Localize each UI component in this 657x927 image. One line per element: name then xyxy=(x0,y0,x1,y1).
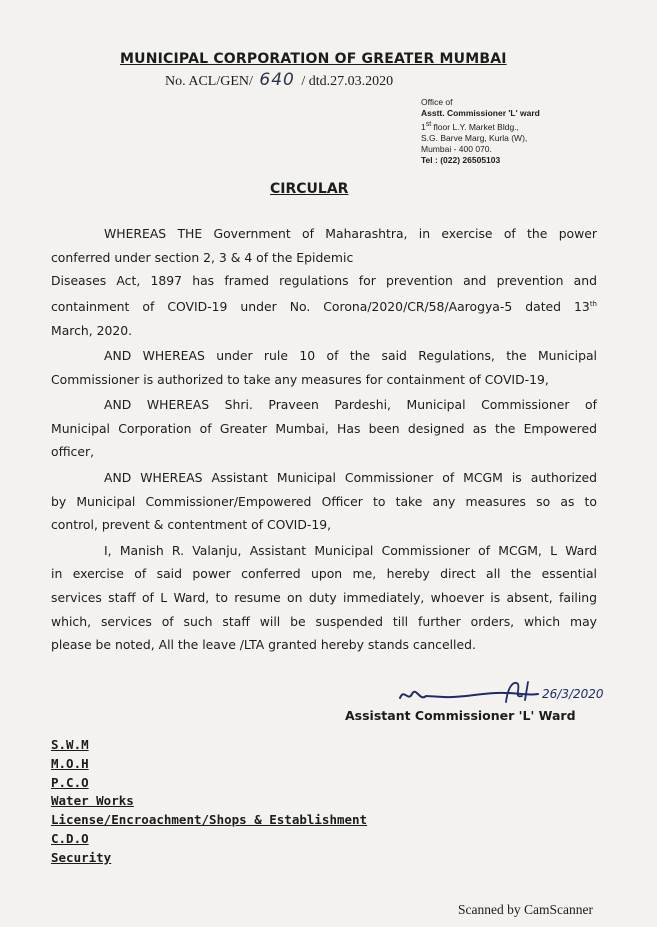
paragraph-1 xyxy=(51,222,597,342)
text-line: AND WHEREAS Shri. Praveen Pardeshi, Municipal Commissioner of xyxy=(104,397,597,413)
office-line: S.G. Barve Marg, Kurla (W), xyxy=(421,132,528,143)
text-span: containment of COVID-19 under No. Corona/2020/CR/58/Aarogya-5 dated 13 xyxy=(51,298,590,314)
text-line xyxy=(51,293,597,319)
distribution-item: M.O.H xyxy=(51,755,89,771)
distribution-item: Water Works xyxy=(51,793,134,809)
scanner-watermark: Scanned by CamScanner xyxy=(458,902,593,917)
text-line: in exercise of said power conferred upon me, hereby direct all the essential xyxy=(51,566,597,582)
signature-scribble-icon xyxy=(396,676,606,710)
handwritten-signature xyxy=(396,676,606,710)
circular-body xyxy=(51,222,597,659)
text-line: Diseases Act, 1897 has framed regulations for prevention and prevention and xyxy=(51,273,597,289)
paragraph-5 xyxy=(51,539,597,657)
paragraph-2 xyxy=(51,344,597,391)
text-line: which, services of such staff will be suspended till further orders, which may xyxy=(51,613,597,629)
reference-line xyxy=(165,70,393,90)
distribution-list xyxy=(51,736,367,868)
circular-title: CIRCULAR xyxy=(270,181,349,197)
signature-date: 26/3/2020 xyxy=(542,687,604,701)
distribution-item: S.W.M xyxy=(51,737,89,752)
text-line: Commissioner is authorized to take any measures for containment of COVID-19, xyxy=(51,371,549,387)
text-line: AND WHEREAS Assistant Municipal Commissioner of MCGM is authorized xyxy=(104,470,597,486)
paragraph-4 xyxy=(51,466,597,537)
text-line: please be noted, All the leave /LTA granted hereby stands cancelled. xyxy=(51,637,476,653)
text-line: Municipal Corporation of Greater Mumbai, Has been designed as the Empowered xyxy=(51,420,597,436)
distribution-item: License/Encroachment/Shops & Establishment xyxy=(51,812,368,828)
text-line: March, 2020. xyxy=(51,322,133,338)
ref-date: / dtd.27.03.2020 xyxy=(301,74,394,89)
floor-number: 1 xyxy=(421,121,426,132)
office-line: Mumbai - 400 070. xyxy=(421,143,492,154)
office-line: Office of xyxy=(421,97,453,107)
floor-text: floor L.Y. Market Bldg., xyxy=(431,121,519,132)
text-line: AND WHEREAS under rule 10 of the said Regulations, the Municipal xyxy=(104,348,597,364)
ref-prefix: No. ACL/GEN/ xyxy=(165,74,253,89)
office-address xyxy=(421,97,641,166)
text-line: by Municipal Commissioner/Empowered Officer to take any measures so as to xyxy=(51,493,597,509)
office-line: Asstt. Commissioner 'L' ward xyxy=(421,108,540,118)
distribution-item: Security xyxy=(51,849,112,865)
office-line xyxy=(421,119,641,133)
text-line: conferred under section 2, 3 & 4 of the Epidemic xyxy=(51,249,354,265)
superscript: th xyxy=(589,299,597,308)
distribution-item: C.D.O xyxy=(51,830,89,846)
text-line: control, prevent & contentment of COVID-19, xyxy=(51,517,332,533)
distribution-item: P.C.O xyxy=(51,774,89,790)
org-title: MUNICIPAL CORPORATION OF GREATER MUMBAI xyxy=(120,51,507,67)
text-line: officer, xyxy=(51,444,95,460)
office-phone: Tel : (022) 26505103 xyxy=(421,154,501,165)
floor-suffix: st xyxy=(425,121,432,128)
signature-caption: Assistant Commissioner 'L' Ward xyxy=(345,708,576,723)
ref-number-handwritten: 640 xyxy=(259,70,295,90)
text-line: WHEREAS THE Government of Maharashtra, in exercise of the power xyxy=(104,226,597,241)
text-line: I, Manish R. Valanju, Assistant Municipal Commissioner of MCGM, L Ward xyxy=(104,542,597,558)
text-line: services staff of L Ward, to resume on duty immediately, whoever is absent, failing xyxy=(51,590,597,606)
paragraph-3 xyxy=(51,393,597,464)
